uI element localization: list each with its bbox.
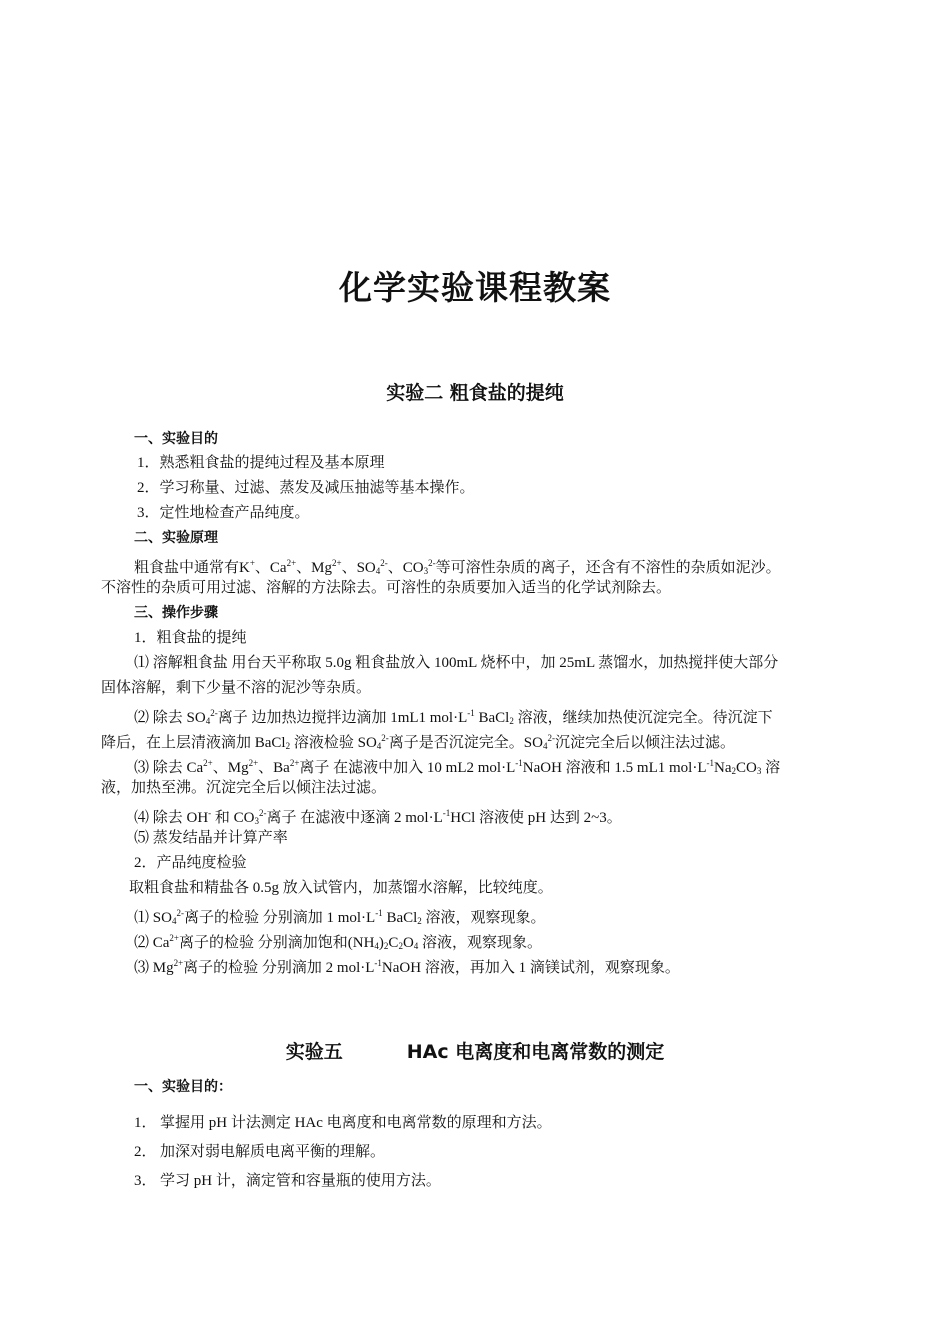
experiment-2-title: 实验二 粗食盐的提纯 — [386, 382, 564, 404]
exp2-goal-2: 2．学习称量、过滤、蒸发及减压抽滤等基本操作。 — [137, 480, 475, 496]
exp2-principle-line-1: 粗食盐中通常有K+、$Ca^{2+}$、$Mg^{2+}$、$SO_4^{2-}$、$CO_3^{2-}$等可溶性杂质的离子，还含有不溶性的杂质如泥沙。 — [134, 558, 781, 576]
exp2-goal-3: 3．定性地检查产品纯度。 — [137, 505, 310, 521]
exp2-check-1: ⑴ $SO_4^{2-}$离子的检验 分别滴加 1 $mol\cdot L^{-1}$ BaCl$_2$ 溶液，观察现象。 — [134, 908, 546, 926]
exp2-section-principle: 二、实验原理 — [134, 530, 218, 546]
exp2-step-1d: ⑷ 除去 OH- 和 $CO_3^{2-}$离子 在滤液中逐滴 2 $mol\cdot L^{-1}HCl$ 溶液使 pH 达到 2~3。 — [134, 808, 622, 826]
exp2-step-1-heading: 1．粗食盐的提纯 — [134, 630, 247, 646]
exp2-step-1b-line-2: 降后，在上层清液滴加 BaCl$_2$ 溶液检验 $SO_4^{2-}$离子是否沉淀完全。$SO_4^{2-}$沉淀完全后以倾注法过滤。 — [101, 733, 735, 751]
exp2-goal-1: 1．熟悉粗食盐的提纯过程及基本原理 — [137, 455, 385, 471]
exp2-step-1a-line-2: 固体溶解，剩下少量不溶的泥沙等杂质。 — [101, 680, 372, 696]
exp2-check-3: ⑶ $Mg^{2+}$离子的检验 分别滴加 2 $mol\cdot L^{-1}NaOH$ 溶液，再加入 1 滴镁试剂，观察现象。 — [134, 958, 680, 976]
exp2-check-intro: 取粗食盐和精盐各 0.5g 放入试管内，加蒸馏水溶解，比较纯度。 — [129, 880, 553, 896]
document-title: 化学实验课程教案 — [339, 268, 611, 307]
exp2-step-1b-line-1: ⑵ 除去 $SO_4^{2-}$离子 边加热边搅拌边滴加 1mL1 $mol\cdot L^{-1}$ BaCl$_2$ 溶液，继续加热使沉淀完全。待沉淀下 — [134, 708, 773, 726]
exp2-step-1c-line-1: ⑶ 除去 $Ca^{2+}$、$Mg^{2+}$、$Ba^{2+}$离子 在滤液中加入 10 mL2 $mol\cdot L^{-1}NaOH$ 溶液和 1.5 mL1 $mol\cdot L^{-1}Na_2CO_3$ 溶 — [134, 758, 781, 776]
exp2-section-procedure: 三、操作步骤 — [134, 605, 218, 621]
exp5-goal-3: 3． 学习 pH 计，滴定管和容量瓶的使用方法。 — [134, 1173, 441, 1189]
exp5-goal-2: 2． 加深对弱电解质电离平衡的理解。 — [134, 1144, 386, 1160]
exp5-section-purpose: 一、实验目的： — [134, 1079, 232, 1095]
exp2-section-purpose: 一、实验目的 — [134, 431, 218, 447]
exp2-principle-line-2: 不溶性的杂质可用过滤、溶解的方法除去。可溶性的杂质要加入适当的化学试剂除去。 — [101, 580, 672, 596]
exp2-step-2-heading: 2．产品纯度检验 — [134, 855, 247, 871]
exp2-check-2: ⑵ $Ca^{2+}$离子的检验 分别滴加饱和$(NH_4)_2C_2O_4$ 溶液，观察现象。 — [134, 933, 543, 951]
exp2-step-1c-line-2: 液，加热至沸。沉淀完全后以倾注法过滤。 — [101, 780, 387, 796]
exp5-goal-1: 1． 掌握用 pH 计法测定 HAc 电离度和电离常数的原理和方法。 — [134, 1115, 552, 1131]
exp2-step-1a-line-1: ⑴ 溶解粗食盐 用台天平称取 5.0g 粗食盐放入 100mL 烧杯中，加 25mL 蒸馏水，加热搅拌使大部分 — [134, 655, 779, 671]
exp2-step-1e: ⑸ 蒸发结晶并计算产率 — [134, 830, 288, 846]
experiment-5-title: 实验五 HAc 电离度和电离常数的测定 — [285, 1041, 665, 1063]
